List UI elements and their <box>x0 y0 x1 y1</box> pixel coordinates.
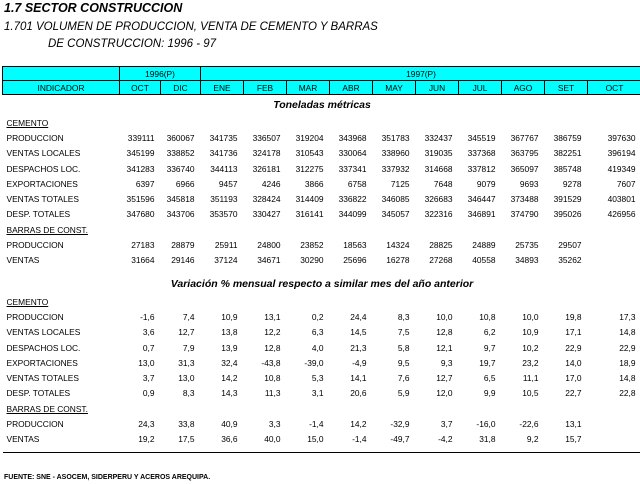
table-cell: 13,0 <box>178 373 195 384</box>
row-label: VENTAS LOCALES <box>6 148 81 159</box>
source-note: FUENTE: SNE - ASOCEM, SIDERPERU Y ACEROS AREQUIPA. <box>4 474 211 481</box>
table-cell: 10,0 <box>436 311 453 322</box>
table-cell: 316141 <box>295 209 324 220</box>
spacer-row <box>3 447 640 453</box>
table-row <box>3 355 640 370</box>
table-cell: 16278 <box>386 255 410 266</box>
table-cell: 15,0 <box>307 434 324 445</box>
table-cell: 11,1 <box>522 373 539 384</box>
table-cell: 351193 <box>210 194 238 205</box>
table-cell: 312275 <box>295 163 324 174</box>
table-cell: 338852 <box>166 148 195 159</box>
table-cell: 3,1 <box>311 388 324 399</box>
table-cell: 31,8 <box>479 434 496 445</box>
table-cell: 0,7 <box>142 342 155 353</box>
table-cell: 12,2 <box>264 327 281 338</box>
month-header-1997-oct: OCT <box>588 81 640 95</box>
month-header-1997-ago: AGO <box>502 81 545 95</box>
table-cell: 6,2 <box>483 327 496 338</box>
table-cell: 385748 <box>553 163 582 174</box>
table-cell: 337812 <box>467 163 496 174</box>
table-cell: -39,0 <box>304 357 324 368</box>
table-cell: 310543 <box>295 148 324 159</box>
table-cell: 345519 <box>467 132 496 143</box>
table-cell: 341735 <box>209 132 238 143</box>
table-cell: 14324 <box>386 240 410 251</box>
table-cell: 7648 <box>433 178 453 189</box>
table-cell: 40558 <box>472 255 496 266</box>
table-cell: 35262 <box>558 255 582 266</box>
table-cell: 337932 <box>381 163 410 174</box>
month-header-1997-ene: ENE <box>201 81 244 95</box>
table-cell: 373488 <box>510 194 539 205</box>
row-label: DESP. TOTALES <box>6 209 71 220</box>
table-cell: 40,0 <box>264 434 281 445</box>
table-cell: 22,9 <box>565 342 582 353</box>
table-row <box>3 237 640 252</box>
table-row <box>3 207 640 222</box>
table-cell: 337341 <box>338 163 367 174</box>
table-cell: 9278 <box>562 178 582 189</box>
table-cell: -43,8 <box>261 357 281 368</box>
cement-section-abs <box>3 115 640 130</box>
row-label: VENTAS TOTALES <box>6 194 79 205</box>
table-cell: 3,7 <box>440 418 453 429</box>
table-cell: 28879 <box>171 240 195 251</box>
table-cell: 10,8 <box>479 311 496 322</box>
table-cell: 25911 <box>214 240 238 251</box>
table-cell: 346085 <box>381 194 410 205</box>
table-cell: 6397 <box>135 178 155 189</box>
table-cell: 7607 <box>616 178 636 189</box>
table-cell: 8,3 <box>397 311 410 322</box>
table-cell: 330427 <box>252 209 281 220</box>
header-corner <box>3 67 120 81</box>
table-cell: 24,3 <box>138 418 155 429</box>
row-label: EXPORTACIONES <box>6 357 78 368</box>
row-label: PRODUCCION <box>6 418 64 429</box>
table-cell: 374790 <box>510 209 539 220</box>
bars-section-abs-label: BARRAS DE CONST. <box>6 224 88 235</box>
table-row <box>3 161 640 176</box>
table-cell: -1,4 <box>309 418 324 429</box>
section-heading: 1.7 SECTOR CONSTRUCCION <box>4 1 183 15</box>
table-cell: 6,5 <box>483 373 496 384</box>
table-cell: 5,8 <box>397 342 410 353</box>
table-cell: 326181 <box>252 163 281 174</box>
table-row <box>3 432 640 447</box>
table-cell: 345818 <box>166 194 195 205</box>
table-cell: 32,4 <box>221 357 238 368</box>
table-cell: 10,8 <box>264 373 281 384</box>
table-cell: 25735 <box>515 240 539 251</box>
table-row <box>3 253 640 268</box>
table-cell: 324178 <box>252 148 281 159</box>
table-cell: 395026 <box>553 209 582 220</box>
table-cell: 10,9 <box>221 311 238 322</box>
table-cell: 391529 <box>553 194 582 205</box>
table-cell: 5,9 <box>397 388 410 399</box>
table-cell: 25696 <box>343 255 367 266</box>
row-label: VENTAS <box>6 434 40 445</box>
table-cell: 23,2 <box>522 357 539 368</box>
table-cell: 426956 <box>607 209 636 220</box>
table-cell: 332437 <box>424 132 453 143</box>
table-cell: 7125 <box>390 178 410 189</box>
table-cell: 29146 <box>171 255 195 266</box>
row-label: VENTAS <box>6 255 40 266</box>
table-cell: 353570 <box>209 209 238 220</box>
table-cell: 10,5 <box>522 388 539 399</box>
table-cell: 10,0 <box>522 311 539 322</box>
table-cell: 351596 <box>126 194 155 205</box>
table-cell: 14,1 <box>350 373 367 384</box>
table-cell: 20,6 <box>350 388 367 399</box>
table-cell: 22,9 <box>619 342 636 353</box>
table-cell: 14,5 <box>350 327 367 338</box>
row-label: PRODUCCION <box>6 240 64 251</box>
cement-section-abs-label: CEMENTO <box>6 117 49 128</box>
table-cell: 345199 <box>126 148 155 159</box>
section-title-variation <box>3 274 640 294</box>
table-cell: 13,9 <box>221 342 238 353</box>
table-cell: 11,3 <box>264 388 281 399</box>
table-cell: 344113 <box>210 163 238 174</box>
table-cell: 10,2 <box>522 342 539 353</box>
table-cell: 34671 <box>257 255 281 266</box>
year-1996-header: 1996(P) <box>120 67 201 81</box>
table-cell: 346891 <box>467 209 496 220</box>
table-cell: 382251 <box>553 148 582 159</box>
table-cell: 14,8 <box>619 373 636 384</box>
month-header-1997-jul: JUL <box>459 81 502 95</box>
table-cell: -1,6 <box>140 311 155 322</box>
table-cell: 30290 <box>300 255 324 266</box>
table-row <box>3 130 640 145</box>
table-cell: 13,1 <box>264 311 281 322</box>
table-cell: 343968 <box>338 132 367 143</box>
header-row-months <box>3 81 640 95</box>
section-title-tonnes-text: Toneladas métricas <box>273 99 371 111</box>
table-cell: 319204 <box>295 132 324 143</box>
table-cell: 336822 <box>338 194 367 205</box>
table-cell: 22,7 <box>565 388 582 399</box>
table-cell <box>588 253 640 268</box>
indicator-header: INDICADOR <box>3 81 120 95</box>
table-cell <box>588 416 640 431</box>
table-cell: -22,6 <box>519 418 539 429</box>
table-row <box>3 176 640 191</box>
table-cell: 0,2 <box>311 311 324 322</box>
table-cell: 23852 <box>300 240 324 251</box>
bars-section-pct-label: BARRAS DE CONST. <box>6 403 88 414</box>
table-row <box>3 146 640 161</box>
table-cell: 12,7 <box>436 373 453 384</box>
table-cell: 345057 <box>381 209 410 220</box>
bars-section-abs <box>3 222 640 237</box>
table-cell: 7,4 <box>182 311 195 322</box>
table-cell: 27183 <box>131 240 155 251</box>
table-cell: 4,0 <box>311 342 324 353</box>
table-title-line1: 1.701 VOLUMEN DE PRODUCCION, VENTA DE CEMENTO Y BARRAS <box>4 21 378 33</box>
month-header-1997-may: MAY <box>373 81 416 95</box>
table-cell: 3866 <box>304 178 324 189</box>
header-row-years <box>3 67 640 81</box>
table-cell: 12,8 <box>436 327 453 338</box>
table-cell: 328424 <box>252 194 281 205</box>
table-cell: 17,0 <box>565 373 582 384</box>
table-row <box>3 370 640 385</box>
table-cell: 31,3 <box>178 357 195 368</box>
table-cell: 337368 <box>467 148 496 159</box>
cement-section-pct <box>3 294 640 309</box>
table-cell: -4,9 <box>352 357 367 368</box>
table-cell: 314409 <box>295 194 324 205</box>
table-cell: 9,9 <box>483 388 496 399</box>
table-cell: 14,2 <box>221 373 238 384</box>
table-cell: 17,5 <box>178 434 195 445</box>
table-cell: 419349 <box>607 163 636 174</box>
month-header-1996-oct: OCT <box>120 81 161 95</box>
month-header-1997-jun: JUN <box>416 81 459 95</box>
table-cell: 6758 <box>347 178 367 189</box>
table-cell: 19,2 <box>138 434 155 445</box>
table-cell: 29507 <box>558 240 582 251</box>
table-cell: -49,7 <box>390 434 410 445</box>
table-cell: 7,5 <box>397 327 410 338</box>
table-row <box>3 309 640 324</box>
table-cell: 22,8 <box>619 388 636 399</box>
table-cell: -16,0 <box>476 418 496 429</box>
table-cell: 17,3 <box>619 311 636 322</box>
table-cell: 6966 <box>175 178 195 189</box>
table-cell: 7,6 <box>397 373 410 384</box>
table-cell: 9457 <box>218 178 238 189</box>
table-cell: 27268 <box>429 255 453 266</box>
table-cell: 12,8 <box>264 342 281 353</box>
table-cell: 14,2 <box>350 418 367 429</box>
table-cell: 7,9 <box>182 342 195 353</box>
table-cell: 19,8 <box>565 311 582 322</box>
table-cell: -32,9 <box>390 418 410 429</box>
table-cell: 12,7 <box>178 327 195 338</box>
row-label: PRODUCCION <box>6 132 64 143</box>
table-cell: 339111 <box>127 132 155 143</box>
table-cell: 314668 <box>424 163 453 174</box>
table-cell: 15,7 <box>565 434 582 445</box>
table-cell: 322316 <box>424 209 453 220</box>
section-title-variation-text: Variación % mensual respecto a similar mes del año anterior <box>170 277 474 290</box>
table-cell: 403801 <box>607 194 636 205</box>
table-cell: 9,2 <box>526 434 539 445</box>
table-cell: 17,1 <box>565 327 582 338</box>
month-header-1997-feb: FEB <box>244 81 287 95</box>
table-cell: 5,3 <box>311 373 324 384</box>
table-cell: 9,7 <box>483 342 496 353</box>
table-cell: 3,6 <box>142 327 155 338</box>
table-cell: 341283 <box>126 163 155 174</box>
row-label: DESPACHOS LOC. <box>6 342 81 353</box>
table-cell: 341736 <box>209 148 238 159</box>
table-cell: 351783 <box>381 132 410 143</box>
table-cell: 28825 <box>429 240 453 251</box>
table-cell: 363795 <box>510 148 539 159</box>
table-cell: 9,5 <box>397 357 410 368</box>
table-row <box>3 340 640 355</box>
table-cell: 343706 <box>166 209 195 220</box>
table-cell: 346447 <box>467 194 496 205</box>
table-cell: 9693 <box>519 178 539 189</box>
table-cell: 10,9 <box>522 327 539 338</box>
table-cell: 12,0 <box>436 388 453 399</box>
row-label: EXPORTACIONES <box>6 178 78 189</box>
table-cell: 396194 <box>607 148 636 159</box>
table-cell: 13,1 <box>565 418 582 429</box>
table-cell: 344099 <box>338 209 367 220</box>
table-cell: 360067 <box>166 132 195 143</box>
table-cell: 367767 <box>510 132 539 143</box>
table-cell: 14,3 <box>221 388 238 399</box>
table-cell: 12,1 <box>436 342 453 353</box>
month-header-1997-abr: ABR <box>330 81 373 95</box>
row-label: VENTAS TOTALES <box>6 373 79 384</box>
table-cell: 14,0 <box>565 357 582 368</box>
month-header-1996-dic: DIC <box>161 81 201 95</box>
table-cell: 0,9 <box>142 388 155 399</box>
row-label: VENTAS LOCALES <box>6 327 81 338</box>
table-cell: 3,3 <box>268 418 281 429</box>
table-cell: 24,4 <box>350 311 367 322</box>
table-cell <box>588 432 640 447</box>
table-cell: 14,8 <box>619 327 636 338</box>
table-cell: 6,3 <box>311 327 324 338</box>
cement-section-pct-label: CEMENTO <box>6 296 49 307</box>
table-cell: 9079 <box>476 178 496 189</box>
section-title-tonnes <box>3 95 640 116</box>
table-cell: 330064 <box>338 148 367 159</box>
table-cell: 8,3 <box>182 388 195 399</box>
month-header-1997-set: SET <box>545 81 588 95</box>
table-cell: 19,7 <box>479 357 496 368</box>
table-cell: 365097 <box>510 163 539 174</box>
table-row <box>3 386 640 401</box>
table-cell: 4246 <box>261 178 281 189</box>
row-label: PRODUCCION <box>6 311 64 322</box>
table-cell: 336507 <box>252 132 281 143</box>
table-cell: 326683 <box>424 194 453 205</box>
table-cell: 3,7 <box>142 373 155 384</box>
table-cell: 40,9 <box>221 418 238 429</box>
table-cell: 31664 <box>131 255 155 266</box>
table-row <box>3 191 640 206</box>
table-cell: 24800 <box>257 240 281 251</box>
table-cell: 397630 <box>607 132 636 143</box>
table-cell: 24889 <box>472 240 496 251</box>
table-cell: 347680 <box>126 209 155 220</box>
table-cell: 36,6 <box>221 434 238 445</box>
table-cell: 18563 <box>343 240 367 251</box>
table-cell: 338960 <box>381 148 410 159</box>
table-cell: 386759 <box>553 132 582 143</box>
table-cell: 13,0 <box>138 357 155 368</box>
table-cell: 34893 <box>515 255 539 266</box>
table-cell: 18,9 <box>619 357 636 368</box>
table-cell: -1,4 <box>352 434 367 445</box>
bars-section-pct <box>3 401 640 416</box>
table-cell <box>588 237 640 252</box>
production-sales-table <box>2 66 640 453</box>
month-header-1997-mar: MAR <box>287 81 330 95</box>
table-cell: 13,8 <box>221 327 238 338</box>
table-cell: 9,3 <box>440 357 453 368</box>
table-cell: 336740 <box>166 163 195 174</box>
table-row <box>3 325 640 340</box>
table-cell: 319035 <box>424 148 453 159</box>
table-cell: 37124 <box>214 255 238 266</box>
table-title-line2: DE CONSTRUCCION: 1996 - 97 <box>48 38 217 50</box>
row-label: DESPACHOS LOC. <box>6 163 81 174</box>
table-cell: 21,3 <box>350 342 367 353</box>
table-cell: -4,2 <box>438 434 453 445</box>
row-label: DESP. TOTALES <box>6 388 71 399</box>
year-1997-header: 1997(P) <box>201 67 640 81</box>
table-cell: 33,8 <box>178 418 195 429</box>
table-row <box>3 416 640 431</box>
